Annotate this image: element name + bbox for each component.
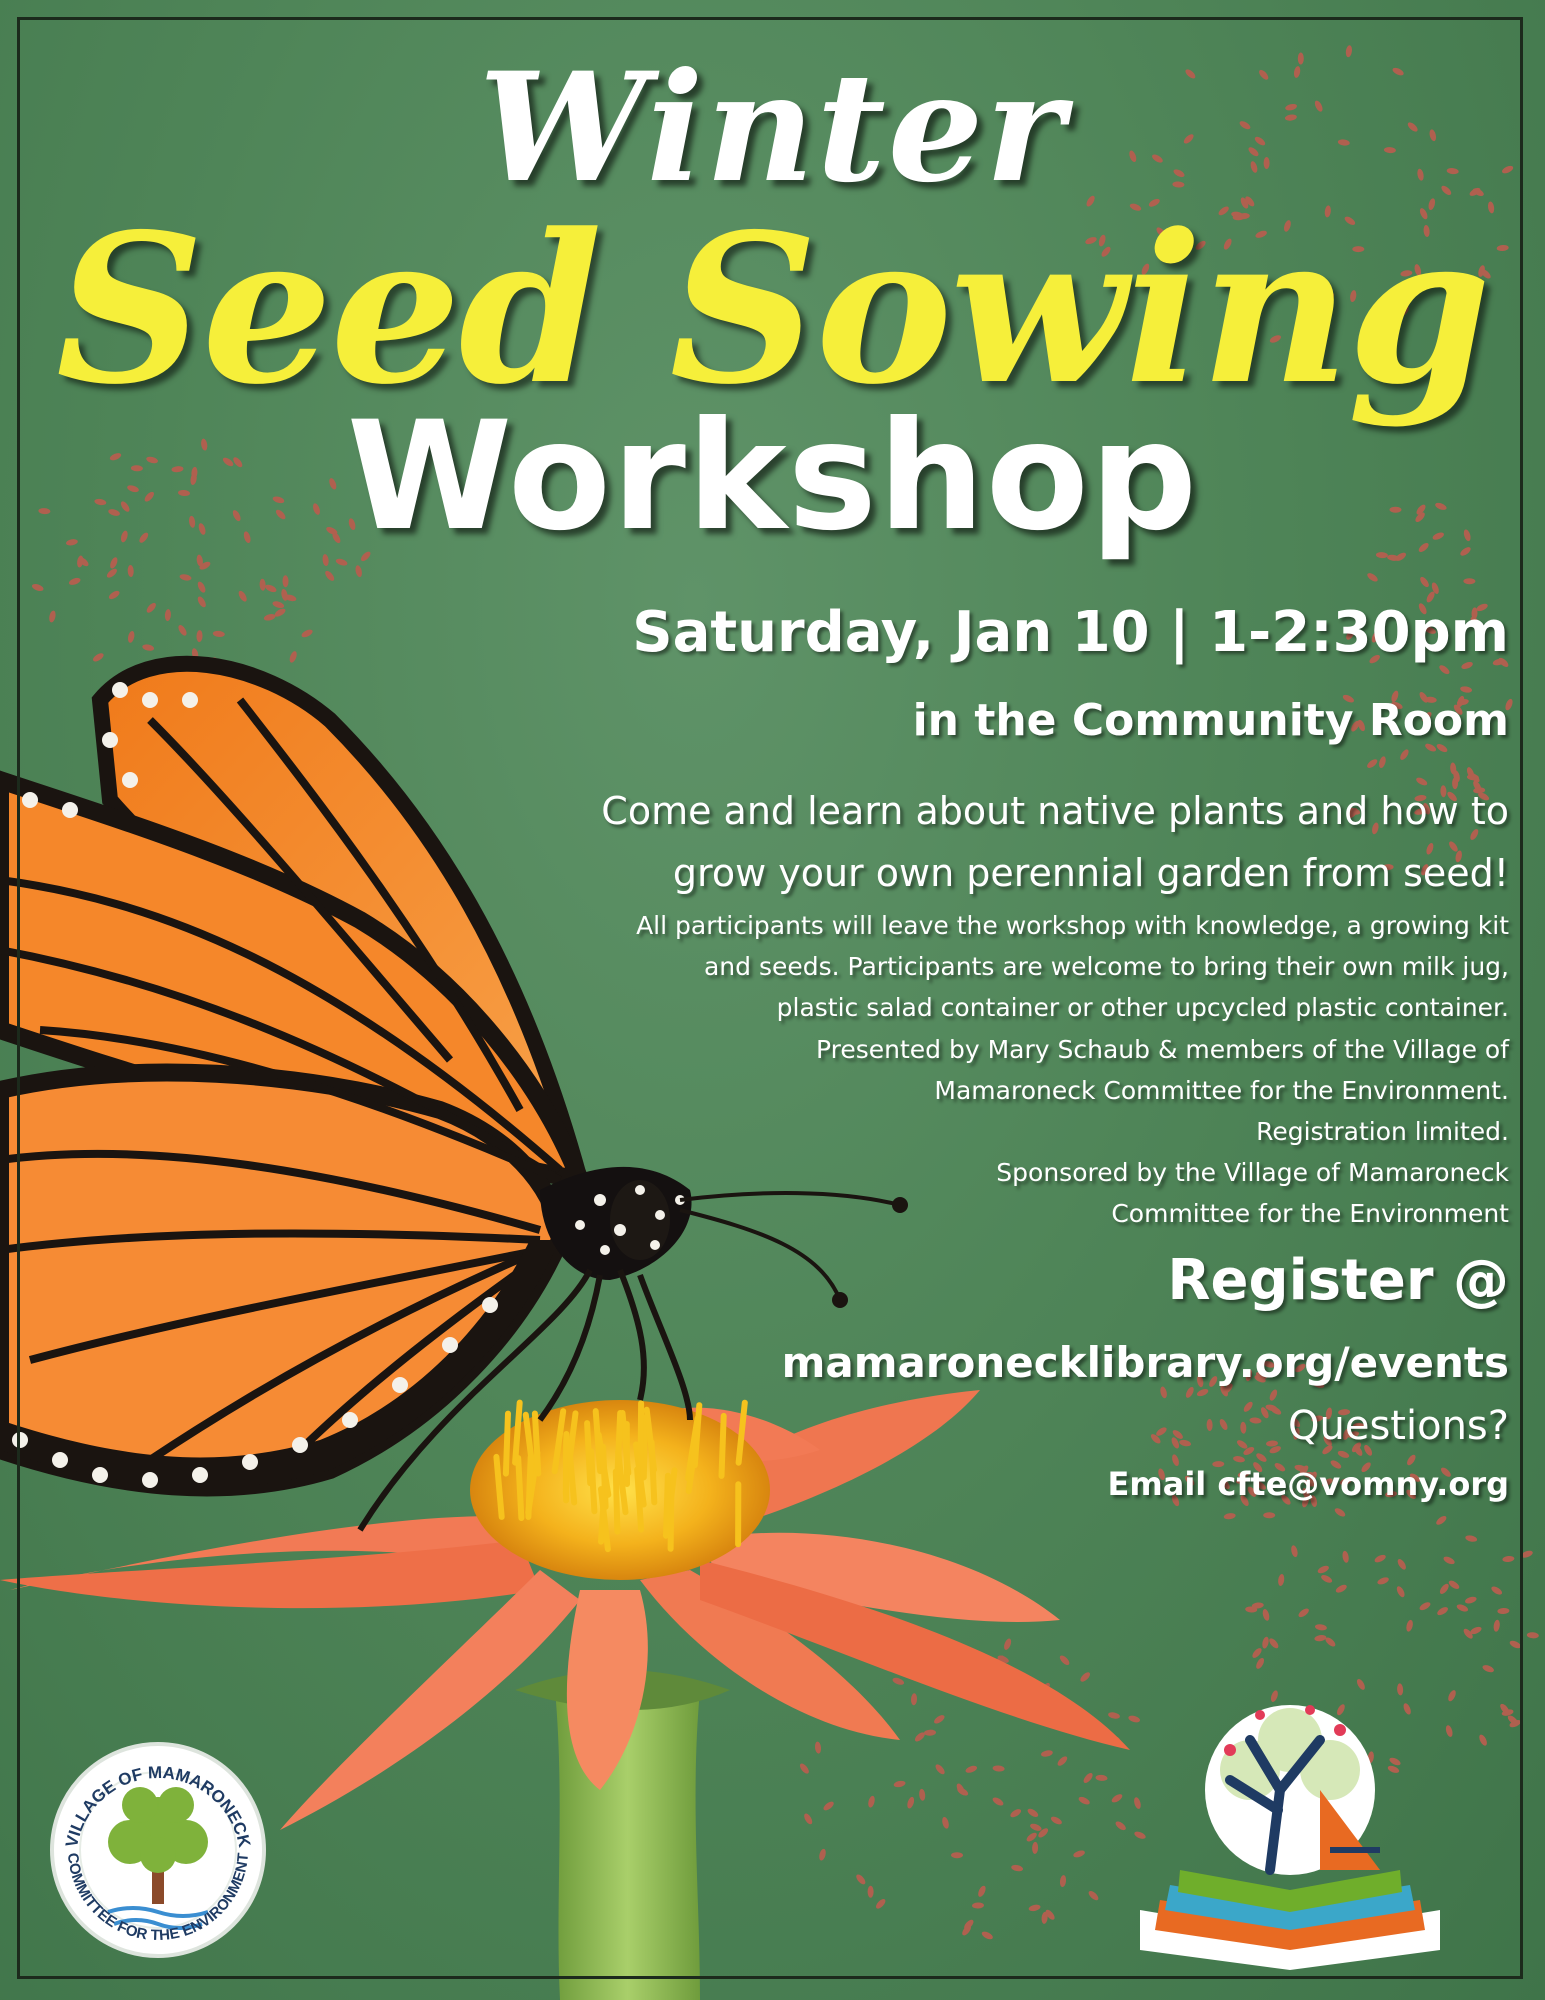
wing-spot [192, 1467, 208, 1483]
register-heading: Register @ [1167, 1248, 1509, 1313]
seed [48, 610, 56, 623]
seed [1493, 1619, 1501, 1632]
seed [145, 601, 157, 614]
seed [1277, 1574, 1285, 1587]
seed [924, 1729, 936, 1736]
wing-spot [342, 1412, 358, 1428]
seed [1463, 578, 1475, 584]
wing-spot [92, 1467, 108, 1483]
seed [300, 628, 313, 639]
wing-spot [142, 1472, 158, 1488]
seed [1003, 1638, 1013, 1651]
stamen [535, 1414, 538, 1474]
seed [992, 1765, 1004, 1772]
seed [1395, 1585, 1406, 1598]
seed [1128, 1714, 1141, 1723]
wing-spot [122, 772, 138, 788]
svg-text:VILLAGE OF MAMARONECK [62, 1763, 254, 1850]
wing-spot [22, 792, 38, 808]
seed [981, 1930, 994, 1941]
seed [1442, 1555, 1455, 1566]
seed [1079, 1671, 1092, 1684]
seed [1502, 1555, 1515, 1562]
seed [264, 583, 277, 593]
seed [1418, 1601, 1431, 1612]
seed [1266, 1440, 1278, 1447]
seed [1133, 1797, 1142, 1810]
seed [1261, 1636, 1270, 1649]
seed [1317, 1564, 1330, 1575]
seed [263, 613, 276, 622]
seed [1059, 1875, 1066, 1888]
seed [1236, 1439, 1249, 1451]
title-workshop: Workshop [346, 390, 1199, 564]
seed [1378, 756, 1387, 769]
detail-line: Sponsored by the Village of Mamaroneck [996, 1158, 1509, 1188]
seed [1335, 1583, 1348, 1594]
seed [1464, 1595, 1477, 1604]
seed [1114, 1820, 1127, 1832]
seed [1009, 1807, 1022, 1818]
stamen [666, 1476, 668, 1536]
stamen [591, 1451, 594, 1511]
detail-line: Mamaroneck Committee for the Environment. [934, 1075, 1509, 1105]
seed [1438, 1582, 1450, 1595]
wing-spot [442, 1337, 458, 1353]
seed [1026, 1807, 1039, 1819]
lead-line: Come and learn about native plants and how to [601, 789, 1509, 833]
stamen [618, 1413, 621, 1473]
wing-spot [292, 1437, 308, 1453]
seed [282, 575, 288, 587]
seed [1058, 1654, 1071, 1667]
seed [1373, 1553, 1386, 1564]
seed [874, 1897, 887, 1910]
seed [1396, 1558, 1408, 1571]
wing-spot [102, 732, 118, 748]
stamen [644, 1417, 645, 1477]
seed [1032, 1842, 1038, 1854]
seed [1050, 1815, 1063, 1826]
seed [1025, 1831, 1038, 1843]
seed [1290, 1545, 1299, 1558]
logo-top-text: VILLAGE OF MAMARONECK [62, 1762, 255, 1850]
library-logo [1140, 1705, 1440, 1970]
seed [213, 630, 226, 637]
seed [965, 1764, 978, 1774]
seed [1233, 1455, 1246, 1463]
seed [179, 573, 192, 581]
detail-line: All participants will leave the workshop with knowledge, a growing kit [636, 911, 1509, 940]
event-lead [601, 780, 1509, 904]
seed [1527, 1632, 1539, 1639]
seed [892, 1676, 905, 1686]
seed [259, 579, 266, 591]
wing-spot [392, 1377, 408, 1393]
seed [1315, 1623, 1328, 1631]
contact-email[interactable]: Email cfte@vomny.org [1107, 1465, 1509, 1503]
logo-bottom-text: COMMITTEE FOR THE ENVIRONMENT [63, 1852, 253, 1945]
title-seed-sowing: Seed Sowing [55, 190, 1490, 430]
seed [1133, 1830, 1146, 1840]
seed [1460, 686, 1473, 694]
stamen [518, 1458, 521, 1518]
seed [906, 1796, 915, 1809]
seed [1095, 1774, 1107, 1781]
wing-spot [112, 682, 128, 698]
seed [272, 600, 285, 609]
seed [164, 609, 171, 621]
seed [177, 624, 188, 637]
seed [354, 565, 363, 578]
seed [991, 1796, 1004, 1807]
seed [818, 1848, 827, 1861]
seed [1072, 1849, 1085, 1859]
seed [977, 1885, 988, 1898]
seed [1478, 1733, 1489, 1746]
stamen [671, 1489, 672, 1549]
wing-spot [482, 1297, 498, 1313]
event-location: in the Community Room [912, 695, 1509, 746]
seed [822, 1800, 835, 1812]
seed [1465, 1534, 1478, 1542]
seed [68, 577, 81, 587]
seed [1399, 748, 1411, 761]
detail-line: Presented by Mary Schaub & members of the Village of [815, 1034, 1509, 1064]
seed [1110, 1793, 1123, 1805]
seed [1366, 758, 1379, 770]
seed [1251, 1647, 1263, 1660]
title-winter: Winter [478, 40, 1067, 216]
seed [1108, 1711, 1121, 1719]
questions-label: Questions? [1288, 1403, 1509, 1449]
seed [855, 1873, 867, 1886]
seed [237, 590, 248, 603]
seed [803, 1812, 814, 1825]
seed [1387, 1764, 1400, 1774]
seed [1497, 1608, 1509, 1615]
detail-line: and seeds. Participants are welcome to bring their own milk jug, [703, 952, 1509, 982]
seed [1337, 1449, 1350, 1459]
seed [1490, 1585, 1503, 1596]
seed [1405, 1619, 1414, 1632]
seed [1270, 1690, 1280, 1703]
seed [127, 630, 135, 643]
stamen [641, 1403, 642, 1463]
seed [1179, 1439, 1192, 1447]
seed [92, 652, 105, 664]
seed [196, 595, 207, 608]
seed [1268, 1388, 1279, 1401]
seed [1242, 1400, 1254, 1413]
wing-spot [52, 1452, 68, 1468]
seed [972, 1902, 984, 1908]
seed [324, 569, 336, 582]
seed [1355, 1678, 1366, 1691]
seed [1240, 1422, 1247, 1434]
wing-spot [242, 1454, 258, 1470]
seed [127, 565, 134, 577]
seed [1436, 1605, 1449, 1616]
seed [1397, 1683, 1404, 1695]
seed [1333, 1507, 1346, 1519]
seed [868, 1886, 874, 1898]
event-datetime: Saturday, Jan 10 | 1-2:30pm [632, 600, 1509, 665]
seed [1335, 1703, 1346, 1716]
seed [814, 1741, 821, 1754]
detail-line: Registration limited. [1256, 1117, 1509, 1147]
seed [1314, 1634, 1327, 1642]
seed [1218, 1418, 1229, 1431]
seed [1056, 1755, 1069, 1768]
seed [1509, 1639, 1522, 1650]
flower-center [470, 1400, 770, 1580]
seed [1435, 1514, 1448, 1526]
seed [1262, 1608, 1271, 1621]
wing-spot [12, 1432, 28, 1448]
detail-line: plastic salad container or other upcycled plastic container. [776, 993, 1509, 1023]
seed [1155, 1426, 1168, 1438]
seed [288, 650, 298, 663]
seed [867, 1795, 876, 1808]
wing-spot [182, 692, 198, 708]
wing-spot [62, 802, 78, 818]
seed [1456, 1603, 1469, 1613]
seed [798, 1762, 810, 1775]
seed [951, 1852, 963, 1858]
seed [893, 1780, 906, 1788]
stamen [616, 1472, 618, 1532]
seed [919, 1789, 926, 1802]
seed [31, 583, 44, 593]
seed [1297, 1607, 1310, 1619]
seed [1376, 1576, 1389, 1586]
seed [1082, 1771, 1094, 1784]
seed [1255, 1452, 1268, 1464]
register-url[interactable]: mamaronecklibrary.org/events [781, 1338, 1509, 1387]
seed [1388, 1756, 1401, 1767]
seed [1011, 1864, 1024, 1872]
village-logo-text [52, 1744, 264, 1956]
stamen [528, 1457, 530, 1517]
seed [1520, 1549, 1533, 1559]
seed [1402, 1702, 1412, 1715]
detail-line: Committee for the Environment [1111, 1199, 1509, 1229]
seed [1447, 1579, 1460, 1591]
seed [1249, 1417, 1262, 1424]
lead-line: grow your own perennial garden from seed! [672, 851, 1509, 895]
seed [1159, 1386, 1168, 1399]
seed [108, 589, 121, 601]
seed [941, 1816, 950, 1829]
event-details [636, 905, 1509, 1235]
seed [1028, 1904, 1041, 1913]
seed [1320, 1573, 1333, 1584]
seed [105, 567, 118, 579]
seed [1077, 1795, 1090, 1806]
seed [1029, 1822, 1042, 1832]
seed [1184, 1386, 1195, 1399]
seed [1263, 1512, 1275, 1518]
stamen [506, 1414, 508, 1474]
seed [1255, 1657, 1266, 1670]
seed [934, 1763, 946, 1776]
stamen [722, 1416, 724, 1476]
seed [1087, 1889, 1100, 1902]
seed [1418, 575, 1430, 588]
seed [1206, 1419, 1212, 1431]
seed [933, 1713, 946, 1725]
seed [1268, 1637, 1280, 1650]
svg-text:COMMITTEE FOR THE ENVIRONMENT [64, 1852, 252, 1944]
wing-spot [142, 692, 158, 708]
seed [1366, 571, 1379, 583]
seed [142, 644, 155, 652]
seed [1223, 1512, 1236, 1520]
seed [1438, 664, 1451, 676]
seed [1447, 1689, 1458, 1702]
seed [1342, 1550, 1350, 1563]
seed [911, 1693, 918, 1705]
seed [1482, 1664, 1495, 1674]
seed [196, 580, 207, 593]
seed [1040, 1749, 1053, 1757]
seed [1445, 1725, 1454, 1738]
seed [196, 630, 202, 642]
seed [1196, 1388, 1209, 1398]
